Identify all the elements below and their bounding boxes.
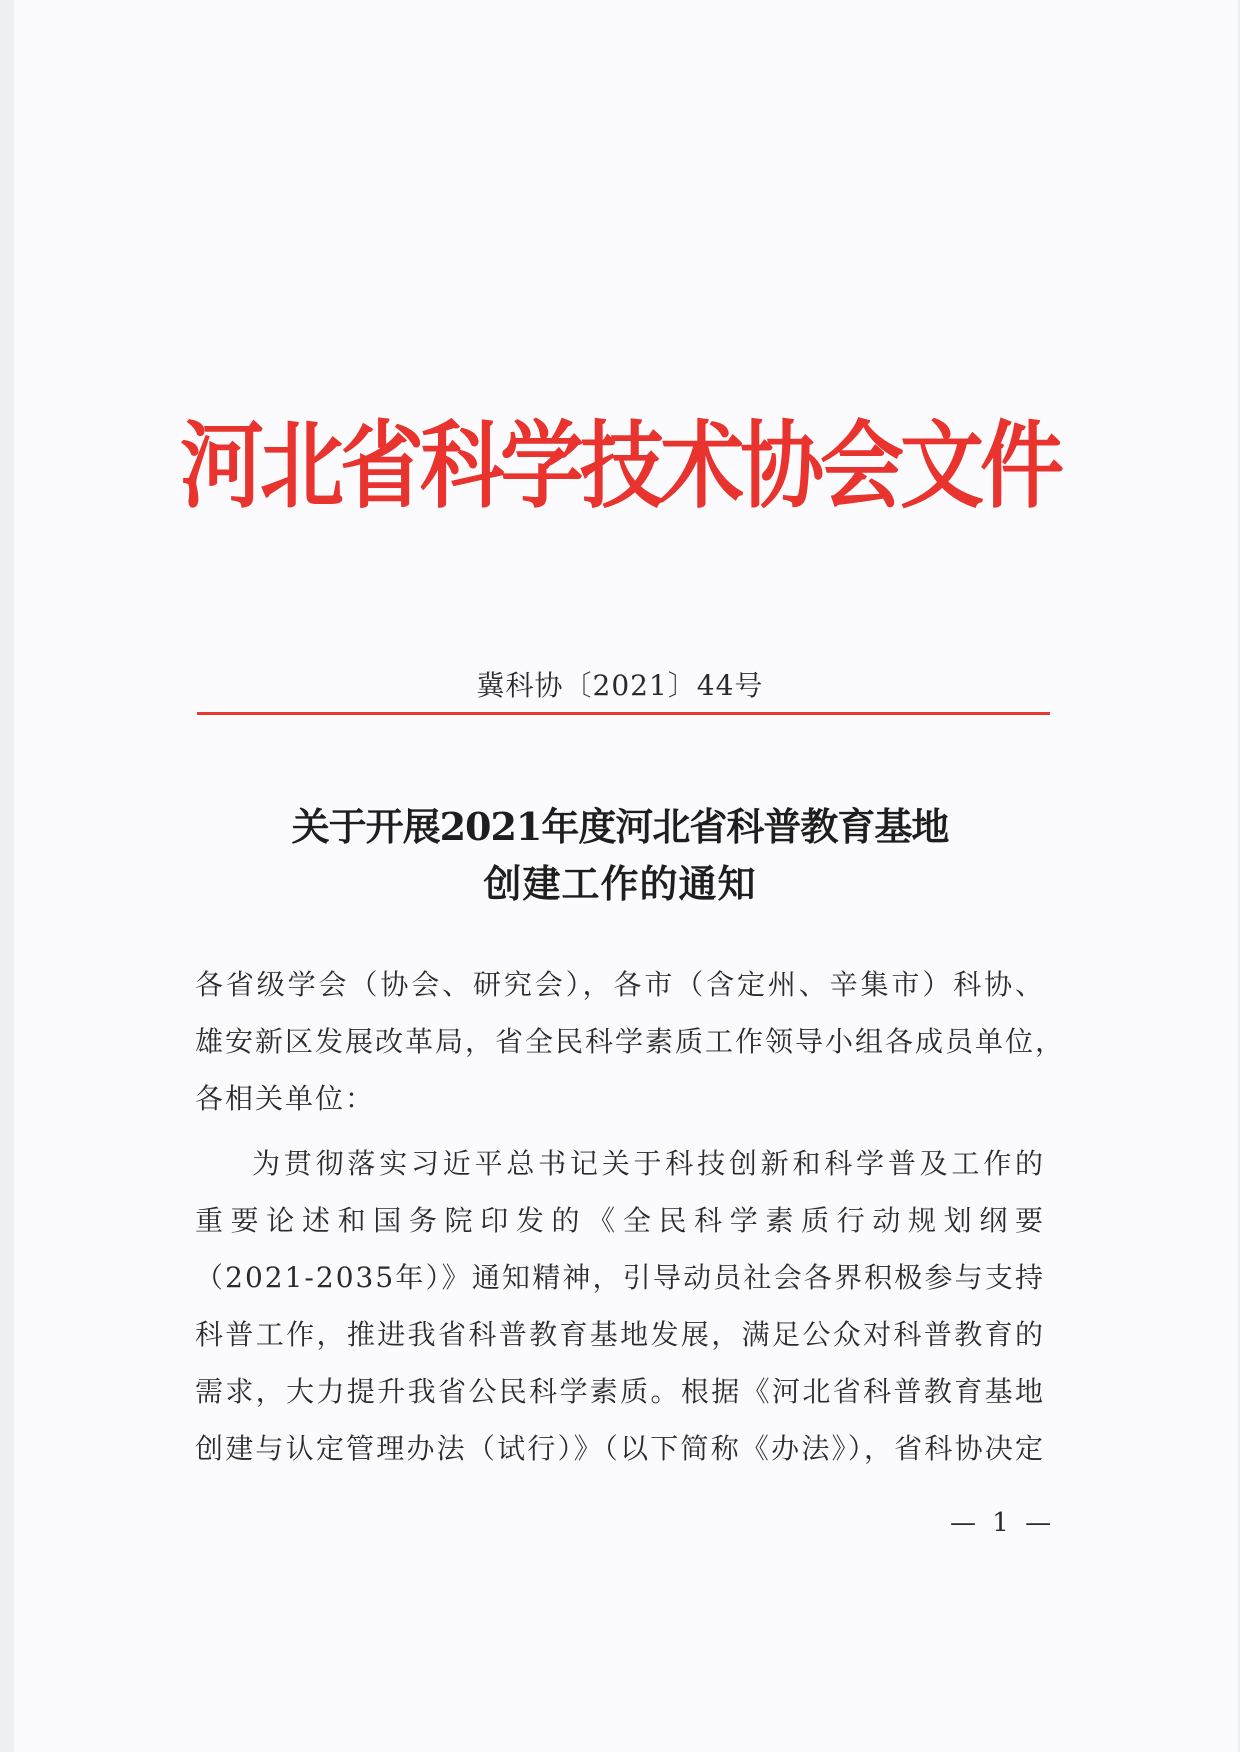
document-number: 冀科协〔2021〕44号 [476,669,764,702]
body-line-6: （2021-2035年）》通知精神，引导动员社会各界积极参与支持 [195,1261,1045,1294]
body-line-7: 科普工作，推进我省科普教育基地发展，满足公众对科普教育的 [195,1318,1045,1351]
org-header-title: 河北省科学技术协会文件 [179,410,1060,521]
body-line-1: 各省级学会（协会、研究会），各市（含定州、辛集市）科协、 [195,968,1045,1001]
body-line-2: 雄安新区发展改革局，省全民科学素质工作领导小组各成员单位， [195,1025,1066,1058]
body-line-4: 为贯彻落实习近平总书记关于科技创新和科学普及工作的 [252,1147,1045,1180]
body-line-8: 需求，大力提升我省公民科学素质。根据《河北省科普教育基地 [195,1375,1045,1408]
page-number: — 1 — [950,1508,1056,1538]
body-line-3: 各相关单位： [195,1082,376,1115]
body-line-9: 创建与认定管理办法（试行）》（以下简称《办法》），省科协决定 [195,1432,1045,1465]
body-line-5: 重要论述和国务院印发的《全民科学素质行动规划纲要 [195,1204,1045,1237]
notice-title-line-2: 创建工作的通知 [483,861,757,906]
notice-title-line-1: 关于开展2021年度河北省科普教育基地 [291,804,949,849]
red-divider-line [197,712,1050,715]
